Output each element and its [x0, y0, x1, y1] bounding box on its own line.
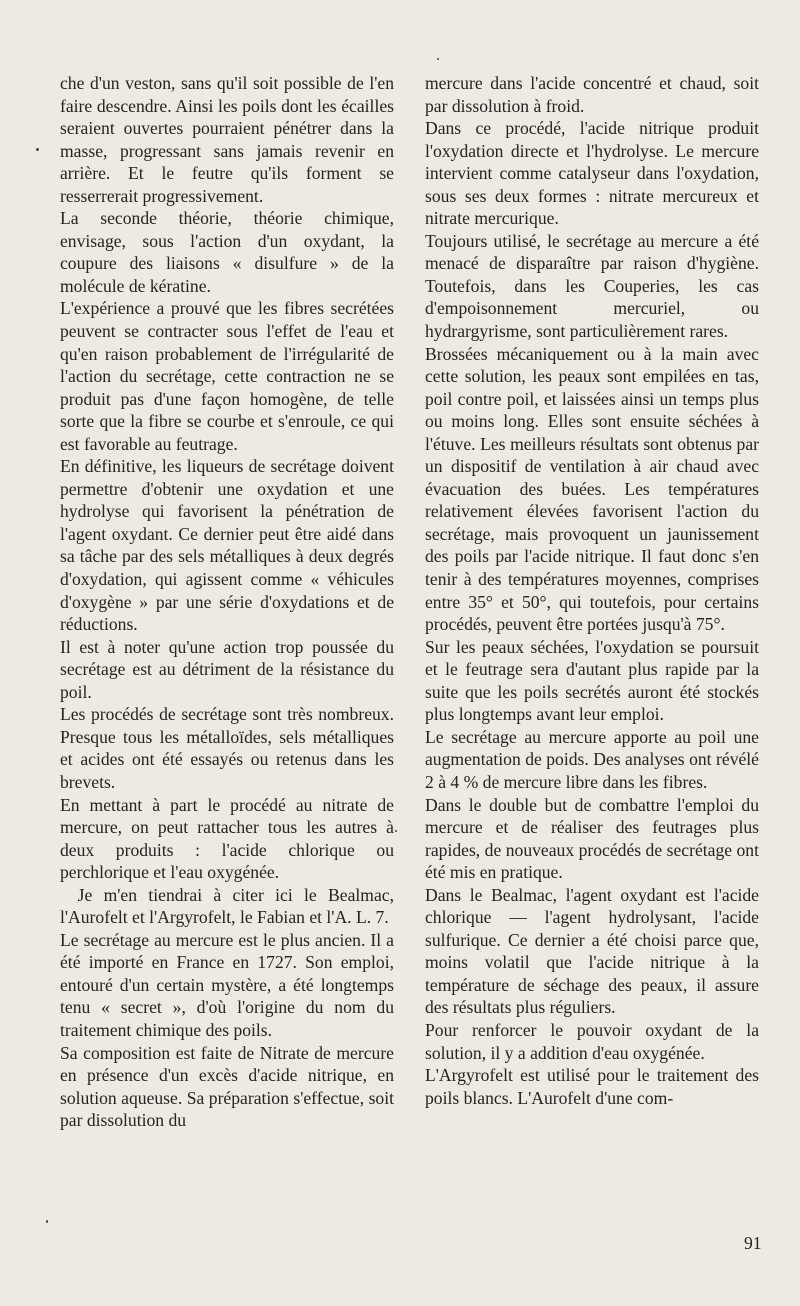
paragraph: L'expérience a prouvé que les fibres secrétées peuvent se contracter sous l'effet de l'eau et qu'en raison probablement de l'irrégularité de l'action du secrétage, cette contraction ne se produit pas d'une façon homogène, de telle sorte que la fibre se courbe et s'enroule, ce qui est favorable au feutrage. — [60, 298, 394, 454]
paragraph: Les procédés de secrétage sont très nombreux. Presque tous les métalloïdes, sels métalliques et acides ont été essayés ou retenus dans les brevets. — [60, 704, 394, 792]
paragraph: Toujours utilisé, le secrétage au mercure a été menacé de disparaître par raison d'hygiène. Toutefois, dans les Couperies, les cas d'empoisonnement mercuriel, ou hydrargyrisme, sont particulièrement rares. — [425, 230, 759, 342]
paragraph: En mettant à part le procédé au nitrate de mercure, on peut rattacher tous les autres à deux produits : l'acide chlorique ou perchlorique et l'eau oxygénée. — [60, 794, 394, 883]
scan-speck — [437, 58, 439, 60]
scan-speck — [395, 830, 397, 832]
paragraph: Dans ce procédé, l'acide nitrique produit l'oxydation directe et l'hydrolyse. Le mercure intervient comme catalyseur dans l'oxydation, sous ses deux formes : nitrate mercureux et nitrate mercurique. — [425, 118, 759, 229]
scan-speck — [46, 1220, 48, 1223]
left-column — [60, 72, 394, 1132]
paragraph: mercure dans l'acide concentré et chaud, soit par dissolution à froid. — [425, 73, 759, 116]
paragraph: Dans le double but de combattre l'emploi du mercure et de réaliser des feutrages plus rapides, de nouveaux procédés de secrétage ont été mis en pratique. — [425, 794, 759, 883]
paragraph: L'Argyrofelt est utilisé pour le traitement des poils blancs. L'Aurofelt d'une com- — [425, 1065, 759, 1108]
paragraph: Il est à noter qu'une action trop poussée du secrétage est au détriment de la résistance du poil. — [60, 636, 394, 702]
page-number: 91 — [744, 1233, 762, 1253]
right-column — [425, 72, 759, 1109]
paragraph: La seconde théorie, théorie chimique, envisage, sous l'action d'un oxydant, la coupure des liaisons « disulfure » de la molécule de kératine. — [60, 208, 394, 296]
paragraph: Le secrétage au mercure est le plus ancien. Il a été importé en France en 1727. Son emploi, entouré d'un certain mystère, a été longtemps tenu « secret », d'où l'origine du nom du traitement chimique des poils. — [60, 929, 394, 1040]
paragraph: Sa composition est faite de Nitrate de mercure en présence d'un excès d'acide nitrique, en solution aqueuse. Sa préparation s'effectue, soit par dissolution du — [60, 1042, 394, 1131]
paragraph: Le secrétage au mercure apporte au poil une augmentation de poids. Des analyses ont révélé 2 à 4 % de mercure libre dans les fibres. — [425, 726, 759, 792]
paragraph: Je m'en tiendrai à citer ici le Bealmac, l'Aurofelt et l'Argyrofelt, le Fabian et l'A. L. 7. — [60, 884, 394, 928]
paragraph: Pour renforcer le pouvoir oxydant de la solution, il y a addition d'eau oxygénée. — [425, 1019, 759, 1063]
scan-speck — [36, 148, 39, 151]
paragraph: Brossées mécaniquement ou à la main avec cette solution, les peaux sont empilées en tas, poil contre poil, et laissées ainsi un temps plus ou moins long. Elles sont ensuite séchées à l'étuve. Les meilleurs résultats sont obtenus par un dispositif de ventilation à air chaud avec évacuation des buées. Les températures relativement élevées favorisent l'action du secrétage, mais provoquent un jaunissement des poils par l'acide nitrique. Il faut donc s'en tenir à des températures moyennes, comprises entre 35° et 50°, qui toutefois, pour certains procédés, peuvent être portées jusqu'à 75°. — [425, 343, 759, 635]
paragraph: Sur les peaux séchées, l'oxydation se poursuit et le feutrage sera d'autant plus rapide par la suite que les poils secrétés auront été stockés plus longtemps avant leur emploi. — [425, 636, 759, 725]
paragraph: Dans le Bealmac, l'agent oxydant est l'acide chlorique — l'agent hydrolysant, l'acide sulfurique. Ce dernier a été choisi parce que, moins volatil que l'acide nitrique à la température de séchage des peaux, il assure des résultats plus réguliers. — [425, 884, 759, 1018]
paragraph: En définitive, les liqueurs de secrétage doivent permettre d'obtenir une oxydation et une hydrolyse qui favorisent la pénétration de l'agent oxydant. Ce dernier peut être aidé dans sa tâche par des sels métalliques à deux degrés d'oxydation, qui agissent comme « véhicules d'oxygène » par une série d'oxydations et de réductions. — [60, 456, 394, 635]
paragraph: che d'un veston, sans qu'il soit possible de l'en faire descendre. Ainsi les poils dont les écailles seraient ouvertes pourraient pénétrer dans la masse, progressant sans jamais revenir en arrière. Et le feutre qu'ils forment se resserrerait progressivement. — [60, 73, 394, 206]
